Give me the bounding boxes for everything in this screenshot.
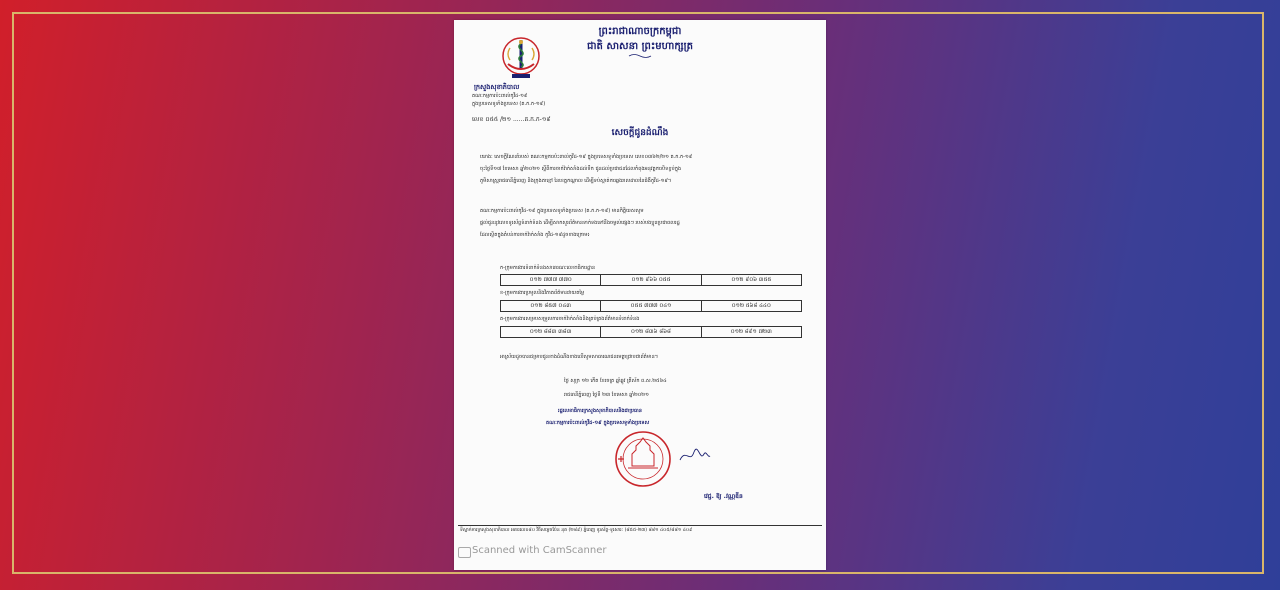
lunar-date: ថ្ងៃ សុក្រ ១២ កើត ខែចេត្រ ឆ្នាំឆ្លូវ ត្រីស័ក ព.ស.២៥៦៤ <box>564 378 667 384</box>
body-paragraph-line: ដែលស្ថិតក្នុងតំបន់ការចាក់វ៉ាក់សាំង កូវីដ-១៩ដូចខាងក្រោម៖ <box>480 232 590 238</box>
reference-paragraph-line: យោងៈ សេចក្តីណែនាំរបស់ គណៈកម្មការប៉ះពាល់កូវីដ-១៩ ក្នុងប្រទេសទូទាំងប្រទេស លេខ០៣៦២/២១ គ.ក.ក-១៩ <box>480 154 693 160</box>
signer-name: វេជ្ជ. ឱ្យ .វណ្ណឌីន <box>704 493 743 500</box>
phone-number: ០១២ ៥៦៨ ៤៤០ <box>731 303 771 309</box>
reference-paragraph-line: ចុះថ្ងៃទី១៧ ខែមេសា ឆ្នាំ២០២១ ស្តីពីការចាក់វ៉ាក់សាំងដល់ទឹក ជូនដល់ប្រជាជនដែលកំពុងអនុវត្តការបិទខ្ទប់ក្នុង <box>480 166 682 172</box>
phone-number: ០១២ ៨៨៣ ៣៨៣ <box>501 327 601 337</box>
scanned-document <box>454 20 826 570</box>
body-paragraph-line: គណៈកម្មការប៉ះពាល់កូវីដ-១៩ ក្នុងប្រទេសទូទាំងប្រទេស (គ.ក.ក-១៩) មានកិត្តិយសសូម <box>480 208 644 214</box>
group-b-phone-row <box>500 300 802 312</box>
phone-number: ០១២ ៩០៦ ៣៥៥ <box>731 277 772 283</box>
body-paragraph-line: ផ្តល់ជូននូវលេខទូរស័ព្ទទំនាក់ទំនង ដើម្បីសាកសួរព័ត៌មានទាក់ទងទៅនឹងចម្ងល់ផ្សេងៗ របស់បងប្អូនប្រជាពលរដ្ឋ <box>480 220 680 226</box>
group-a-label: ក-ក្រុមការងារទំនាក់ទំនងសាធារណៈលេខាធិការដ្ឋាន <box>500 265 596 271</box>
phone-number: ០៥៥ ៧៧៧ ០៤១ <box>601 301 701 311</box>
solar-date: រាជធានីភ្នំពេញ ថ្ងៃទី ២៣ ខែមេសា ឆ្នាំ២០២១ <box>564 392 649 398</box>
phone-number: ០១២ ៨៣៦ ៨៦៨ <box>601 327 701 337</box>
group-a-phone-row <box>500 274 802 286</box>
committee-line-2: ក្នុងប្រទេសទូទាំងប្រទេស (គ.ក.ក-១៩) <box>472 101 546 107</box>
reference-paragraph-line: ភូមិសាស្ត្ររាជធានីភ្នំពេញ និងក្រុងតាខ្មៅ នៃខេត្តកណ្តាល ដើម្បីទប់ស្កាត់ការឆ្លងរាលដាលនៃជំងឺកូវីដ-១៩។ <box>480 178 672 184</box>
document-title: សេចក្តីជូនដំណឹង <box>611 128 669 138</box>
scanner-watermark: Scanned with CamScanner <box>472 545 607 556</box>
signatory-role-1: រដ្ឋលេខាធិការក្រសួងសុខាភិបាលនិងជាប្រធាន <box>558 408 642 414</box>
footer-address: ទីស្នាក់ការក្រសួងសុខាភិបាល អគារលេខ៨០ វិថីសម្តេចប៉ែន នុត (២៨៩) ភ្នំពេញ ទូរស័ព្ទ-ទូរសារ: (៨៥៥-២៣) ៨៨១ ៤០៥/៨៨១ ៤០៩ <box>460 528 693 533</box>
official-stamp-icon <box>614 430 672 488</box>
group-c-label: គ-ក្រុមការងារសម្របសម្រួលការចាក់វ៉ាក់សាំងនិងគ្រប់គ្រងព័ត៌មានទំនាក់ទំនង <box>500 316 640 322</box>
phone-number: ០១២ ៩៦៦ ០៥៥ <box>601 275 701 285</box>
reference-number: លេខ ០៥៥ /២១ ......គ.ក.ក-១៩ <box>472 116 551 123</box>
phone-number: ០១២ ៧៧៧ ៧៧០ <box>501 275 601 285</box>
ministry-logo-icon <box>500 34 542 82</box>
group-c-phone-row <box>500 326 802 338</box>
ministry-name: ក្រសួងសុខាភិបាល <box>474 83 520 91</box>
committee-line-1: គណៈកម្មការប៉ះពាល់កូវីដ-១៩ <box>472 93 528 99</box>
signature-icon <box>678 444 712 466</box>
signatory-role-2: គណៈកម្មការប៉ះពាល់កូវីដ-១៩ ក្នុងប្រទេសទូទាំងប្រទេស <box>546 420 650 426</box>
kingdom-heading: ព្រះរាជាណាចក្រកម្ពុជា <box>598 26 682 37</box>
group-b-label: ខ-ក្រុមការងារប្រមូលនិងវិភាគព័ត៌មានវាយតម្លៃ <box>500 290 585 296</box>
ornament-icon <box>628 53 652 59</box>
closing-sentence: អាស្រ័យដូចបានជម្រាបជូនខាងដំណឹងខាងលើសូមសាធារណជនមេត្តាជ្រាបជាព័ត៌មាន។ <box>500 354 659 360</box>
phone-number: ០១២ ៨៥៧ ០៤៣ <box>501 301 601 311</box>
phone-number: ០១២ ៨៩១ ៧២៣ <box>730 329 772 335</box>
footer-divider <box>458 525 822 526</box>
national-motto: ជាតិ សាសនា ព្រះមហាក្សត្រ <box>587 41 693 52</box>
camscanner-icon <box>458 547 471 558</box>
